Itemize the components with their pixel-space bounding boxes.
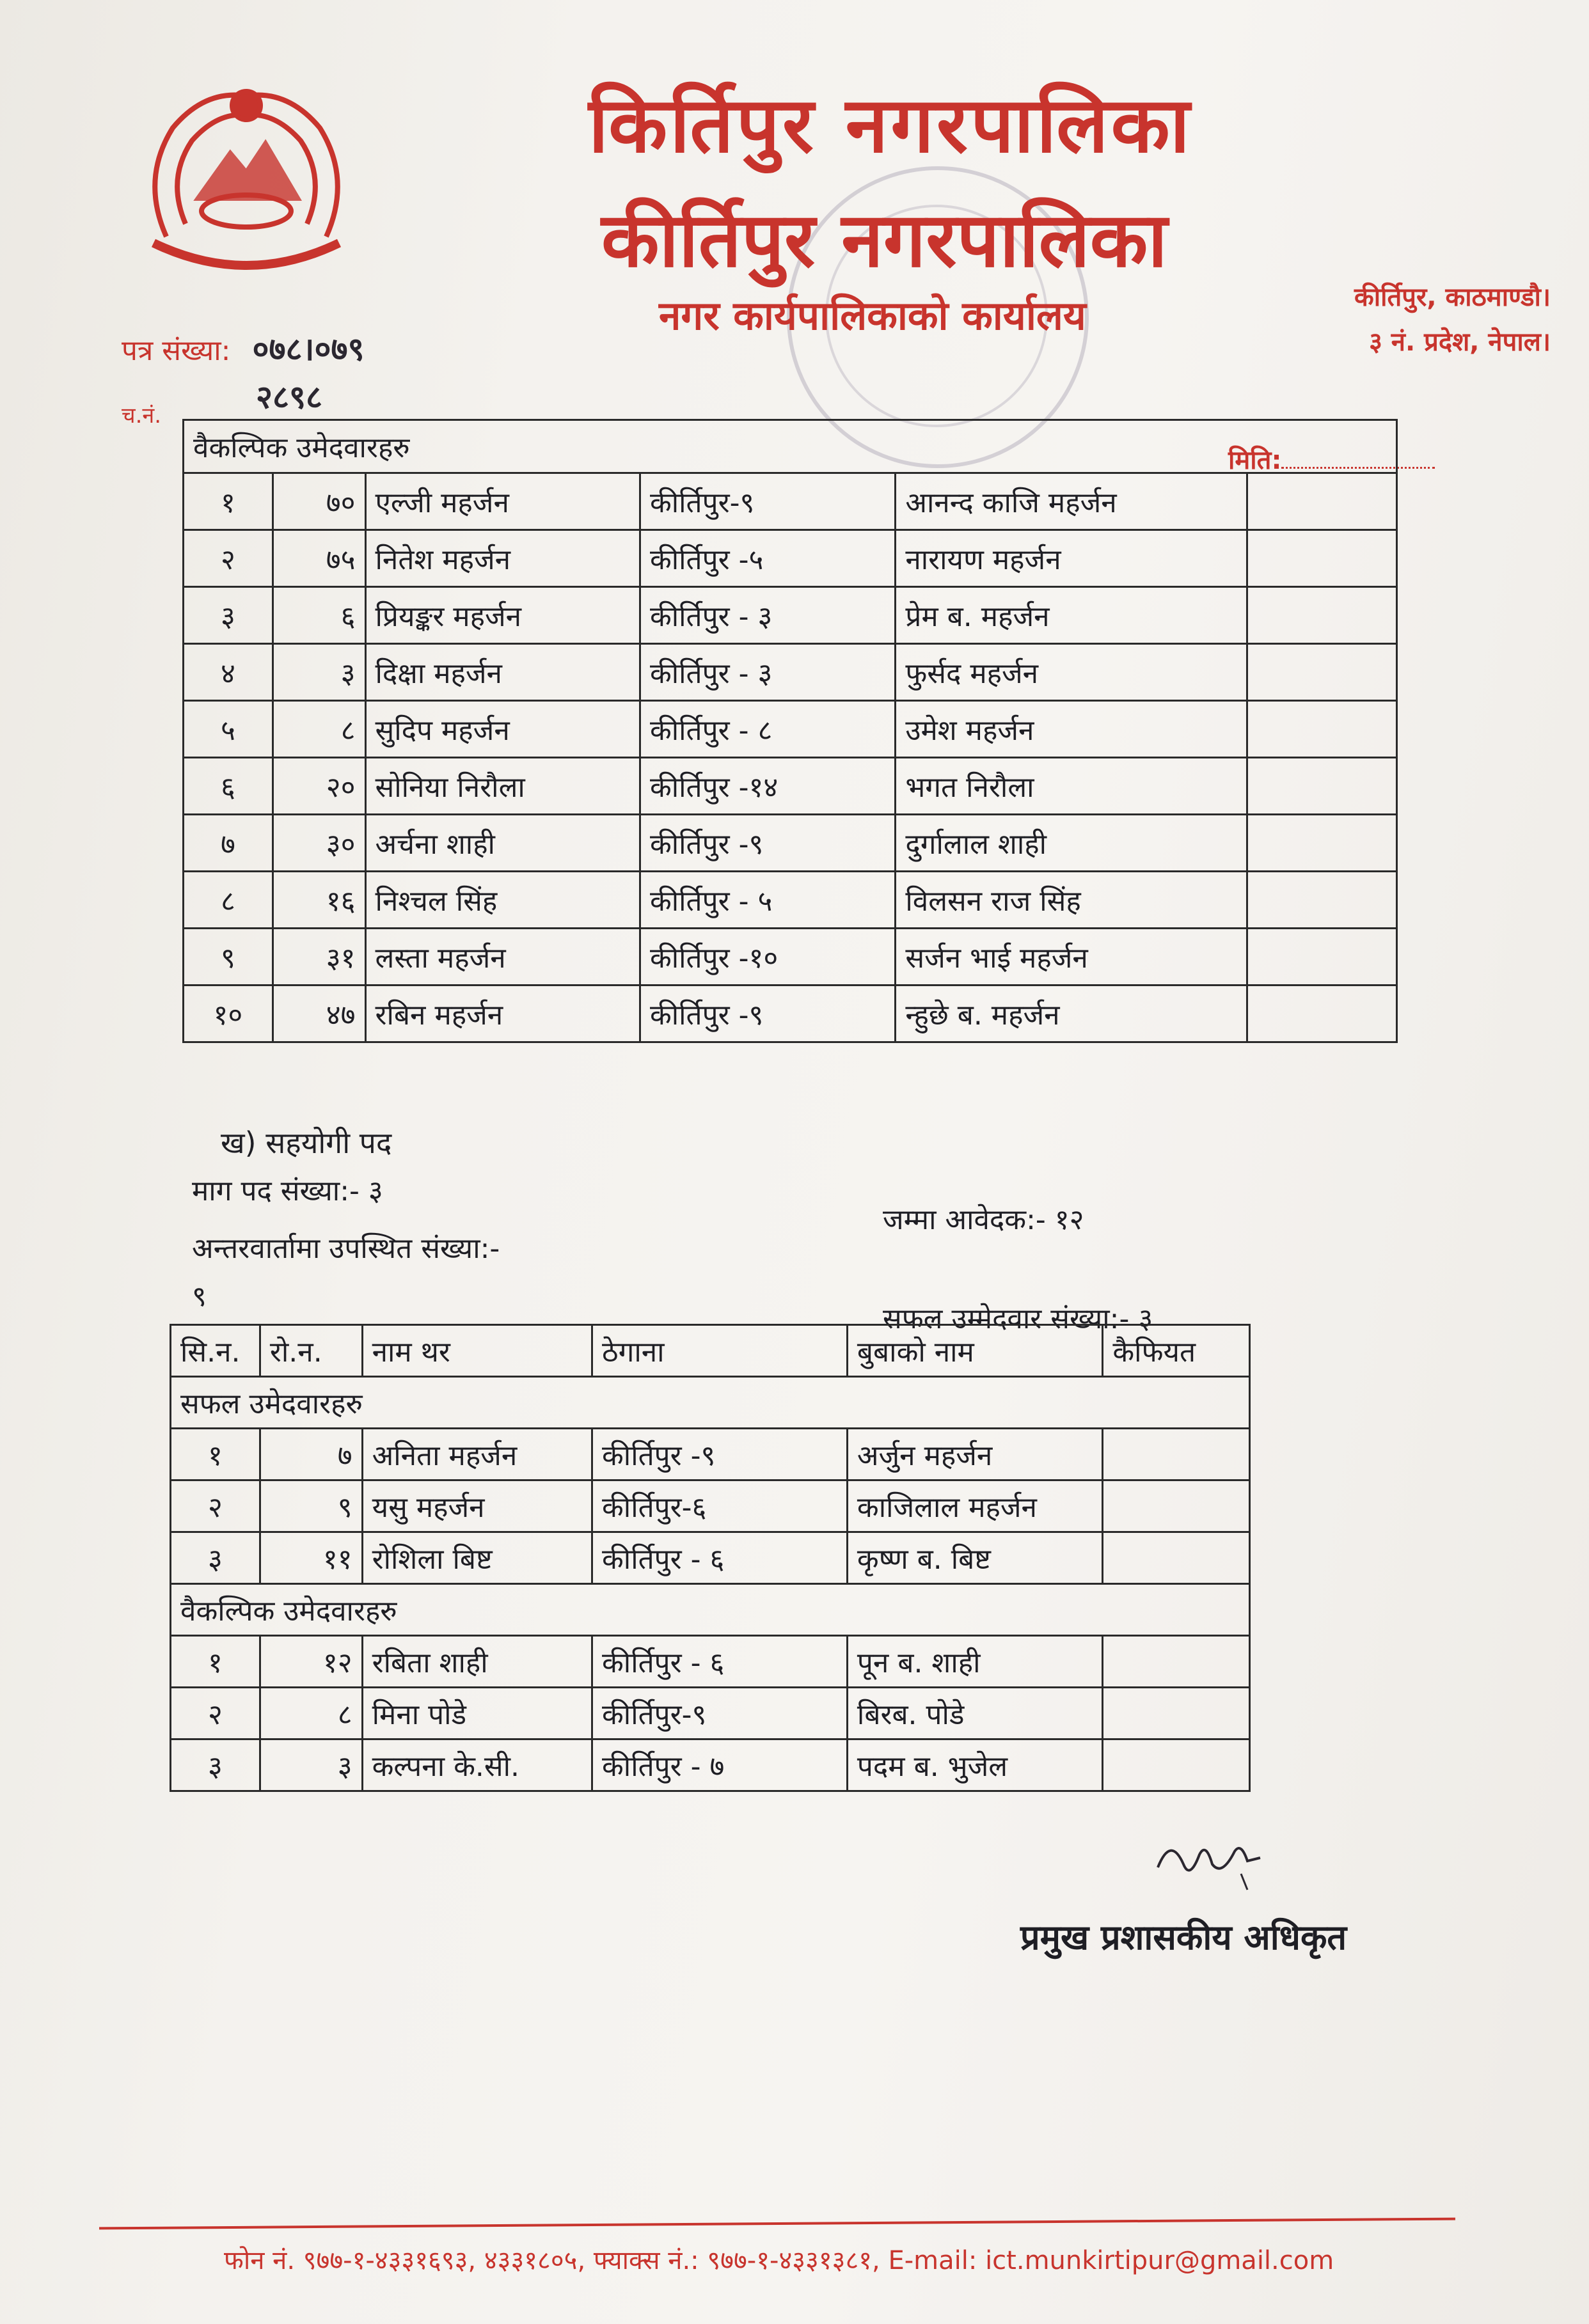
- alt-caption: वैकल्पिक उमेदवारहरु: [171, 1584, 1250, 1636]
- letterhead-address: [1354, 275, 1551, 365]
- cell-father: अर्जुन महर्जन: [847, 1429, 1102, 1480]
- cell-sn: १: [171, 1636, 260, 1688]
- ref-label: पत्र संख्या:: [122, 334, 231, 367]
- reference-line: [122, 326, 364, 370]
- header-name: नाम थर: [362, 1325, 592, 1377]
- cell-name: लस्ता महर्जन: [365, 929, 640, 985]
- cell-father: न्हुछे ब. महर्जन: [896, 985, 1247, 1042]
- cell-address: कीर्तिपुर -१०: [640, 929, 895, 985]
- cell-sn: २: [171, 1480, 260, 1532]
- cell-address: कीर्तिपुर -१४: [640, 758, 895, 815]
- cell-name: अर्चना शाही: [365, 815, 640, 872]
- letterhead-office: नगर कार्यपालिकाको कार्यालय: [659, 292, 1086, 339]
- cell-address: कीर्तिपुर - ३: [640, 587, 895, 644]
- cell-sn: १: [184, 473, 273, 530]
- table-row: [184, 530, 1397, 587]
- cell-address: कीर्तिपुर - ५: [640, 872, 895, 929]
- header-roll: रो.न.: [260, 1325, 362, 1377]
- cell-sn: ८: [184, 872, 273, 929]
- cell-roll: ३०: [273, 815, 365, 872]
- cell-roll: ४७: [273, 985, 365, 1042]
- cell-remarks: [1247, 530, 1396, 587]
- table-header-row: [171, 1325, 1250, 1377]
- table-row: [184, 587, 1397, 644]
- officer-designation: प्रमुख प्रशासकीय अधिकृत: [1020, 1917, 1347, 1958]
- cell-name: मिना पोडे: [362, 1688, 592, 1739]
- cell-remarks: [1103, 1480, 1250, 1532]
- cell-remarks: [1247, 701, 1396, 758]
- cell-address: कीर्तिपुर - ६: [592, 1532, 848, 1584]
- header-sn: सि.न.: [171, 1325, 260, 1377]
- successful-count: सफल उम्मेदवार संख्या:- ३: [883, 1303, 1153, 1335]
- table-row: [184, 815, 1397, 872]
- interview-present-label: अन्तरवार्तामा उपस्थित संख्या:-: [192, 1232, 500, 1265]
- table-row: [184, 758, 1397, 815]
- cell-roll: २०: [273, 758, 365, 815]
- cell-remarks: [1247, 929, 1396, 985]
- cell-address: कीर्तिपुर - ८: [640, 701, 895, 758]
- cell-father: भगत निरौला: [896, 758, 1247, 815]
- cell-father: पून ब. शाही: [847, 1636, 1102, 1688]
- section-b-heading: ख) सहयोगी पद: [221, 1126, 392, 1160]
- interview-present-value: ९: [192, 1280, 207, 1313]
- cell-name: नितेश महर्जन: [365, 530, 640, 587]
- table-row: [171, 1480, 1250, 1532]
- cell-sn: ३: [171, 1739, 260, 1791]
- footer-rule: [99, 2218, 1455, 2230]
- cell-address: कीर्तिपुर-९: [592, 1688, 848, 1739]
- cell-roll: ३१: [273, 929, 365, 985]
- table-caption: वैकल्पिक उमेदवारहरु: [184, 420, 1397, 473]
- cell-address: कीर्तिपुर -५: [640, 530, 895, 587]
- cell-address: कीर्तिपुर -९: [640, 985, 895, 1042]
- cell-address: कीर्तिपुर -९: [592, 1429, 848, 1480]
- cell-roll: ११: [260, 1532, 362, 1584]
- table-row: [184, 872, 1397, 929]
- table-row: [184, 473, 1397, 530]
- cell-roll: ८: [260, 1688, 362, 1739]
- cell-father: सर्जन भाई महर्जन: [896, 929, 1247, 985]
- cell-father: उमेश महर्जन: [896, 701, 1247, 758]
- header-remarks: कैफियत: [1103, 1325, 1250, 1377]
- cell-father: आनन्द काजि महर्जन: [896, 473, 1247, 530]
- table-row: [171, 1739, 1250, 1791]
- table-row: [184, 644, 1397, 701]
- ref-value: ०७८।०७९: [252, 330, 365, 368]
- chalan-label: च.नं.: [122, 403, 162, 428]
- cell-name: अनिता महर्जन: [362, 1429, 592, 1480]
- cell-name: रबिता शाही: [362, 1636, 592, 1688]
- letterhead-title: कीर्तिपुर नगरपालिका: [601, 196, 1167, 284]
- cell-address: कीर्तिपुर-९: [640, 473, 895, 530]
- cell-name: रबिन महर्जन: [365, 985, 640, 1042]
- cell-sn: ४: [184, 644, 273, 701]
- cell-father: नारायण महर्जन: [896, 530, 1247, 587]
- results-table-b: [170, 1324, 1251, 1792]
- cell-roll: ७०: [273, 473, 365, 530]
- ref-number: २८९८: [256, 378, 322, 416]
- letterhead-script-title: किर्तिपुर नगरपालिका: [589, 81, 1192, 170]
- demand-post-count: माग पद संख्या:- ३: [192, 1175, 383, 1207]
- cell-sn: ३: [171, 1532, 260, 1584]
- cell-father: बिरब. पोडे: [847, 1688, 1102, 1739]
- footer-contact: फोन नं. ९७७-१-४३३१६९३, ४३३१८०५, फ्याक्स नं.: ९७७-१-४३३१३८१, E-mail: ict.munkirtipur@gmail.com: [224, 2246, 1334, 2275]
- cell-name: निश्चल सिंह: [365, 872, 640, 929]
- success-caption: सफल उमेदवारहरु: [171, 1377, 1250, 1429]
- total-applicants: जम्मा आवेदक:- १२: [883, 1204, 1084, 1236]
- cell-father: कृष्ण ब. बिष्ट: [847, 1532, 1102, 1584]
- cell-name: एल्जी महर्जन: [365, 473, 640, 530]
- date-label: मिति:: [1228, 446, 1282, 475]
- cell-name: यसु महर्जन: [362, 1480, 592, 1532]
- header-address: ठेगाना: [592, 1325, 848, 1377]
- cell-name: कल्पना के.सी.: [362, 1739, 592, 1791]
- address-line-1: कीर्तिपुर, काठमाण्डौ।: [1354, 283, 1551, 312]
- alternate-candidates-table-a: [182, 419, 1398, 1043]
- table-row: [171, 1532, 1250, 1584]
- cell-sn: १: [171, 1429, 260, 1480]
- cell-remarks: [1247, 587, 1396, 644]
- cell-address: कीर्तिपुर -९: [640, 815, 895, 872]
- cell-sn: ७: [184, 815, 273, 872]
- cell-sn: ६: [184, 758, 273, 815]
- cell-name: सुदिप महर्जन: [365, 701, 640, 758]
- cell-sn: २: [171, 1688, 260, 1739]
- cell-address: कीर्तिपुर - ३: [640, 644, 895, 701]
- cell-sn: २: [184, 530, 273, 587]
- cell-roll: ३: [260, 1739, 362, 1791]
- cell-remarks: [1247, 872, 1396, 929]
- cell-father: दुर्गालाल शाही: [896, 815, 1247, 872]
- cell-roll: १६: [273, 872, 365, 929]
- cell-roll: ७: [260, 1429, 362, 1480]
- table-row: [171, 1636, 1250, 1688]
- header-father: बुबाको नाम: [847, 1325, 1102, 1377]
- cell-name: सोनिया निरौला: [365, 758, 640, 815]
- cell-roll: १२: [260, 1636, 362, 1688]
- cell-roll: ९: [260, 1480, 362, 1532]
- cell-roll: ६: [273, 587, 365, 644]
- cell-roll: ७५: [273, 530, 365, 587]
- cell-name: दिक्षा महर्जन: [365, 644, 640, 701]
- cell-father: पदम ब. भुजेल: [847, 1739, 1102, 1791]
- handwritten-signature: [1151, 1829, 1267, 1893]
- cell-remarks: [1247, 758, 1396, 815]
- cell-sn: १०: [184, 985, 273, 1042]
- cell-father: फुर्सद महर्जन: [896, 644, 1247, 701]
- table-row: [171, 1429, 1250, 1480]
- cell-remarks: [1103, 1688, 1250, 1739]
- cell-address: कीर्तिपुर - ६: [592, 1636, 848, 1688]
- cell-roll: ८: [273, 701, 365, 758]
- cell-address: कीर्तिपुर - ७: [592, 1739, 848, 1791]
- cell-remarks: [1103, 1532, 1250, 1584]
- table-row: [184, 701, 1397, 758]
- table-row: [184, 985, 1397, 1042]
- table-row: [184, 929, 1397, 985]
- cell-remarks: [1247, 644, 1396, 701]
- table-row: [171, 1688, 1250, 1739]
- cell-name: रोशिला बिष्ट: [362, 1532, 592, 1584]
- cell-remarks: [1103, 1636, 1250, 1688]
- cell-remarks: [1247, 985, 1396, 1042]
- cell-roll: ३: [273, 644, 365, 701]
- cell-remarks: [1103, 1429, 1250, 1480]
- cell-sn: ९: [184, 929, 273, 985]
- cell-address: कीर्तिपुर-६: [592, 1480, 848, 1532]
- cell-name: प्रियङ्कर महर्जन: [365, 587, 640, 644]
- cell-remarks: [1103, 1739, 1250, 1791]
- cell-sn: ३: [184, 587, 273, 644]
- cell-father: प्रेम ब. महर्जन: [896, 587, 1247, 644]
- cell-remarks: [1247, 815, 1396, 872]
- cell-father: काजिलाल महर्जन: [847, 1480, 1102, 1532]
- cell-father: विलसन राज सिंह: [896, 872, 1247, 929]
- address-line-2: ३ नं. प्रदेश, नेपाल।: [1369, 327, 1551, 357]
- cell-remarks: [1247, 473, 1396, 530]
- cell-sn: ५: [184, 701, 273, 758]
- nepal-emblem-icon: [128, 77, 365, 281]
